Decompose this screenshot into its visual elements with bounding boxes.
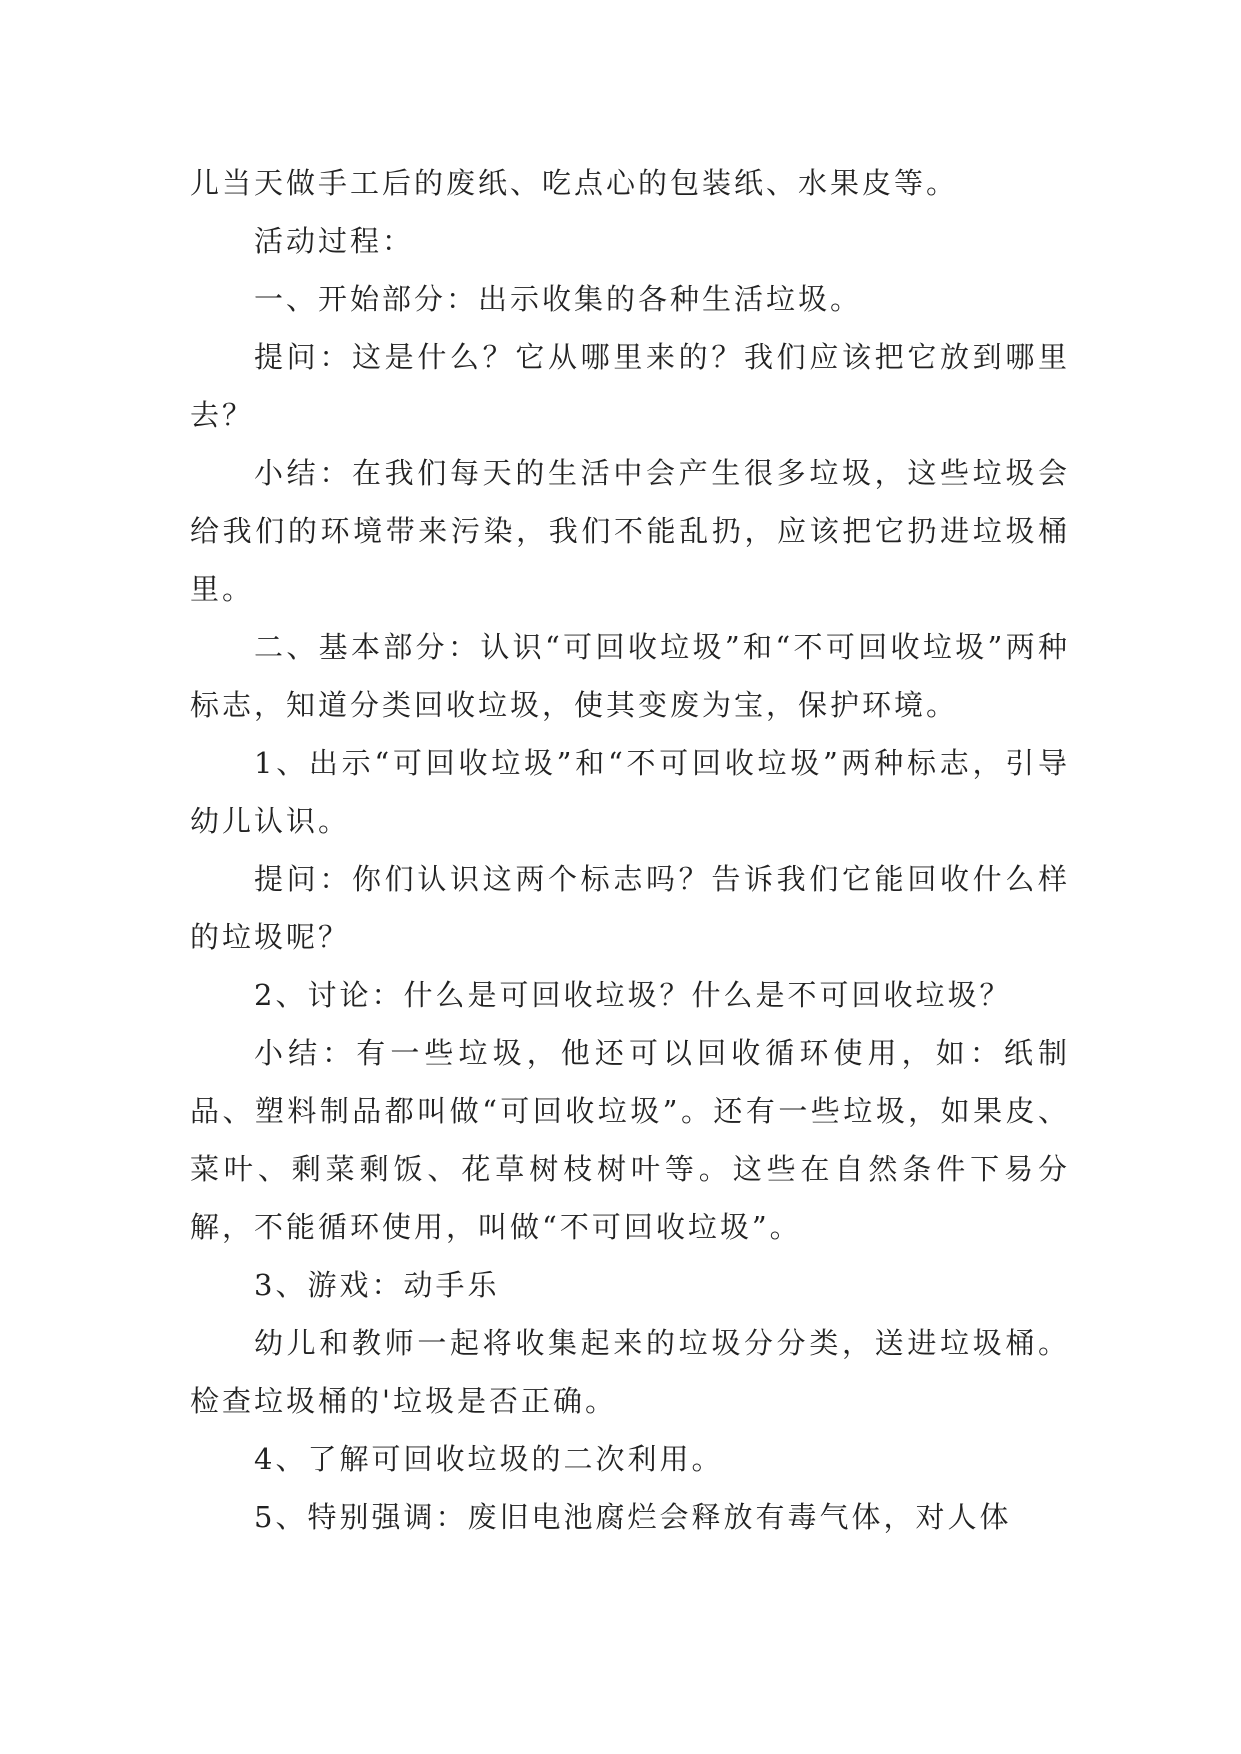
paragraph-step-5: 5、特别强调：废旧电池腐烂会释放有毒气体，对人体 xyxy=(254,1500,1012,1534)
paragraph-step-3: 3、游戏：动手乐 xyxy=(254,1268,500,1302)
paragraph-step-1: 1、出示“可回收垃圾”和“不可回收垃圾”两种标志，引导幼儿认识。 xyxy=(190,746,1070,838)
paragraph-step-4: 4、了解可回收垃圾的二次利用。 xyxy=(254,1442,724,1476)
paragraph-activity-process: 活动过程： xyxy=(254,224,415,258)
paragraph-question-2: 提问：你们认识这两个标志吗？告诉我们它能回收什么样的垃圾呢？ xyxy=(190,862,1070,954)
paragraph-question-1: 提问：这是什么？它从哪里来的？我们应该把它放到哪里去？ xyxy=(190,340,1070,432)
paragraph-step-2: 2、讨论：什么是可回收垃圾？什么是不可回收垃圾？ xyxy=(254,978,1012,1012)
paragraph-game-description: 幼儿和教师一起将收集起来的垃圾分分类，送进垃圾桶。检查垃圾桶的'垃圾是否正确。 xyxy=(190,1326,1070,1418)
paragraph-part-one: 一、开始部分：出示收集的各种生活垃圾。 xyxy=(254,282,863,316)
paragraph-continuation: 儿当天做手工后的废纸、吃点心的包装纸、水果皮等。 xyxy=(190,166,959,200)
paragraph-part-two: 二、基本部分：认识“可回收垃圾”和“不可回收垃圾”两种标志，知道分类回收垃圾，使其变废为宝，保护环境。 xyxy=(190,630,1070,722)
document-body xyxy=(190,154,1070,1546)
paragraph-summary-1: 小结：在我们每天的生活中会产生很多垃圾，这些垃圾会给我们的环境带来污染，我们不能乱扔，应该把它扔进垃圾桶里。 xyxy=(190,456,1070,606)
paragraph-summary-2: 小结：有一些垃圾，他还可以回收循环使用，如：纸制品、塑料制品都叫做“可回收垃圾”。还有一些垃圾，如果皮、菜叶、剩菜剩饭、花草树枝树叶等。这些在自然条件下易分解，不能循环使用，叫做“不可回收垃圾”。 xyxy=(190,1036,1070,1244)
